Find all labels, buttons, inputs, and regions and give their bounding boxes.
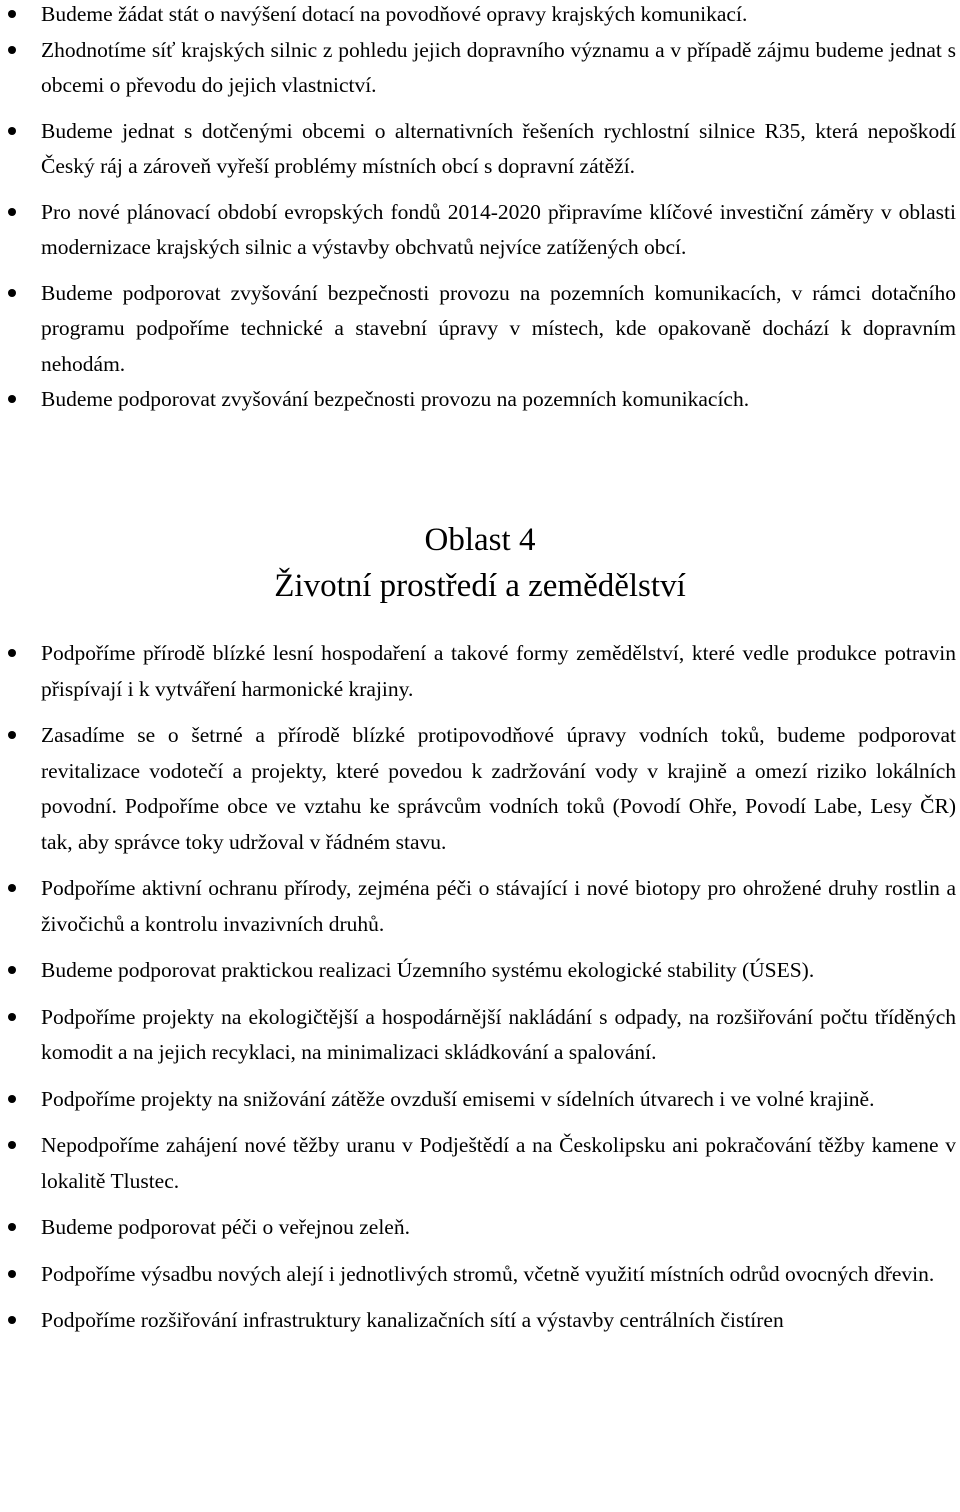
list-item: Budeme žádat stát o navýšení dotací na povodňové opravy krajských komunikací. (0, 0, 960, 33)
list-item: Zasadíme se o šetrné a přírodě blízké protipovodňové úpravy vodních toků, budeme podporovat revitalizace vodotečí a projekty, které povedou k zadržování vody v krajině a omezí riziko lokálních povodní. Podpoříme obce ve vztahu ke správcům vodních toků (Povodí Ohře, Povodí Labe, Lesy ČR) tak, aby správce toky udržoval v řádném stavu. (0, 718, 960, 860)
list-item: Podpoříme výsadbu nových alejí i jednotlivých stromů, včetně využití místních odrůd ovocných dřevin. (0, 1257, 960, 1293)
list-item: Pro nové plánovací období evropských fondů 2014-2020 připravíme klíčové investiční záměry v oblasti modernizace krajských silnic a výstavby obchvatů nejvíce zatížených obcí. (0, 195, 960, 266)
list-item: Budeme podporovat praktickou realizaci Územního systému ekologické stability (ÚSES). (0, 953, 960, 989)
environment-bullet-list (0, 636, 960, 1350)
list-item: Podpoříme aktivní ochranu přírody, zejména péči o stávající i nové biotopy pro ohrožené druhy rostlin a živočichů a kontrolu invazivních druhů. (0, 871, 960, 942)
list-item: Zhodnotíme síť krajských silnic z pohledu jejich dopravního významu a v případě zájmu budeme jednat s obcemi o převodu do jejich vlastnictví. (0, 33, 960, 104)
transport-bullet-list (0, 0, 960, 418)
list-item: Budeme podporovat zvyšování bezpečnosti provozu na pozemních komunikacích. (0, 382, 960, 418)
list-item: Podpoříme rozšiřování infrastruktury kanalizačních sítí a výstavby centrálních čistíren (0, 1303, 960, 1339)
list-item: Podpoříme projekty na ekologičtější a hospodárnější nakládání s odpady, na rozšiřování počtu tříděných komodit a na jejich recyklaci, na minimalizaci skládkování a spalování. (0, 1000, 960, 1071)
list-item: Podpoříme projekty na snižování zátěže ovzduší emisemi v sídelních útvarech i ve volné krajině. (0, 1082, 960, 1118)
area-number-heading: Oblast 4 (424, 522, 536, 558)
list-item: Budeme podporovat zvyšování bezpečnosti provozu na pozemních komunikacích, v rámci dotačního programu podpoříme technické a stavební úpravy v místech, kde opakovaně dochází k dopravním nehodám. (0, 276, 960, 383)
area-name-heading: Životní prostředí a zemědělství (274, 568, 686, 604)
list-item: Podpoříme přírodě blízké lesní hospodaření a takové formy zemědělství, které vedle produkce potravin přispívají i k vytváření harmonické krajiny. (0, 636, 960, 707)
list-item: Nepodpoříme zahájení nové těžby uranu v Podještědí a na Českolipsku ani pokračování těžby kamene v lokalitě Tlustec. (0, 1128, 960, 1199)
list-item: Budeme podporovat péči o veřejnou zeleň. (0, 1210, 960, 1246)
list-item: Budeme jednat s dotčenými obcemi o alternativních řešeních rychlostní silnice R35, která nepoškodí Český ráj a zároveň vyřeší problémy místních obcí s dopravní zátěží. (0, 114, 960, 185)
